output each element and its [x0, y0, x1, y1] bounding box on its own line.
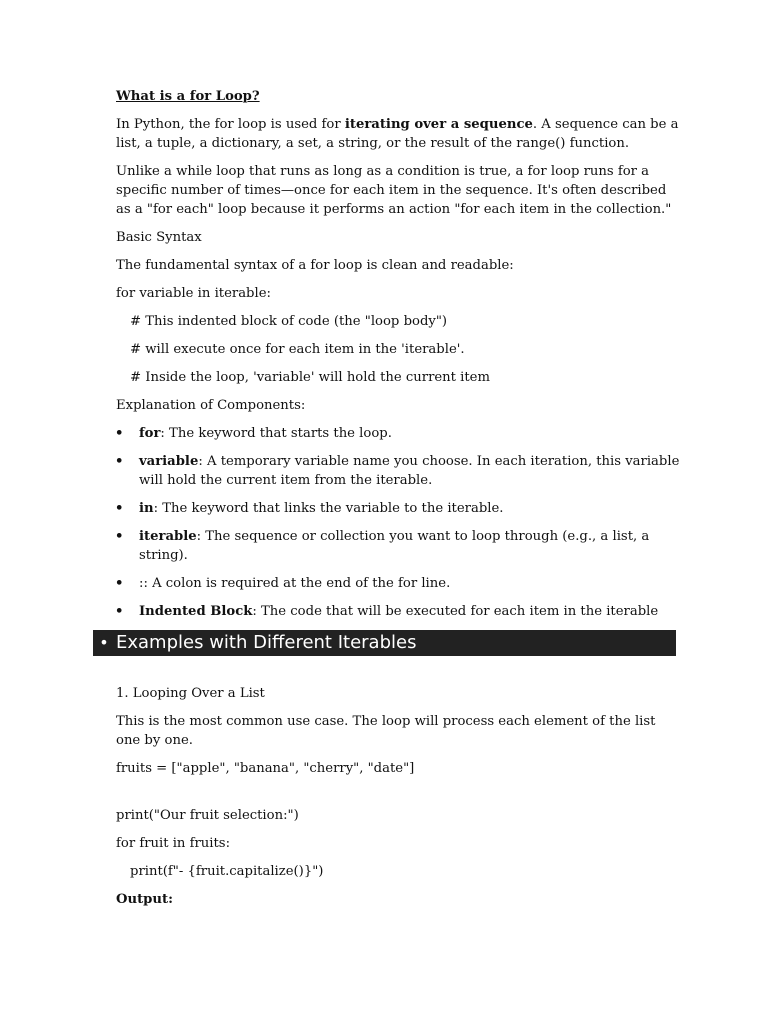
list-item: • variable: A temporary variable name you choose. In each iteration, this variable will hold the current item from the iterable.	[115, 454, 680, 488]
code-line-fruits: fruits = ["apple", "banana", "cherry", "date"]	[116, 761, 415, 776]
section-banner	[93, 630, 676, 656]
code-line-comment-3: # Inside the loop, 'variable' will hold the current item	[130, 370, 490, 385]
bullet-icon: •	[115, 604, 124, 619]
components-heading: Explanation of Components:	[116, 398, 306, 413]
list-item: • Indented Block: The code that will be executed for each item in the iterable	[115, 604, 659, 619]
syntax-description: The fundamental syntax of a for loop is clean and readable:	[116, 258, 514, 273]
example-description: This is the most common use case. The loop will process each element of the list one by one.	[116, 714, 656, 748]
example-heading: 1. Looping Over a List	[116, 686, 265, 701]
code-line-comment-1: # This indented block of code (the "loop body")	[130, 314, 448, 329]
intro-paragraph-2: Unlike a while loop that runs as long as a condition is true, a for loop runs for a specific number of times—once for each item in the sequence. It's often described as a "for each" loop because it performs an action "for each item in the collection."	[116, 164, 672, 217]
blank-line	[116, 787, 681, 806]
syntax-heading: Basic Syntax	[116, 230, 202, 245]
bullet-icon: •	[115, 426, 124, 441]
list-item: • iterable: The sequence or collection you want to loop through (e.g., a list, a string).	[115, 529, 650, 563]
components-list	[116, 424, 681, 621]
code-line-print-fruit: print(f"- {fruit.capitalize()}")	[130, 864, 324, 879]
page-title: What is a for Loop?	[116, 89, 260, 104]
bullet-icon: •	[115, 576, 124, 591]
code-line-comment-2: # will execute once for each item in the 'iterable'.	[130, 342, 465, 357]
bullet-icon: •	[115, 454, 124, 469]
bullet-icon: •	[115, 501, 124, 516]
intro-paragraph-1: In Python, the for loop is used for iterating over a sequence. A sequence can be a list, a tuple, a dictionary, a set, a string, or the result of the range() function.	[116, 117, 679, 151]
bullet-icon: •	[115, 529, 124, 544]
section-banner-title: Examples with Different Iterables	[116, 632, 417, 653]
code-line-for: for variable in iterable:	[116, 286, 271, 301]
code-line-print-header: print("Our fruit selection:")	[116, 808, 299, 823]
list-item: • :: A colon is required at the end of the for line.	[115, 576, 451, 591]
list-item: • in: The keyword that links the variable to the iterable.	[115, 501, 504, 516]
bullet-icon: •	[99, 633, 109, 652]
document-content	[99, 87, 681, 918]
intro-emphasis: iterating over a sequence	[344, 117, 533, 132]
output-label: Output:	[116, 892, 173, 907]
code-line-for-fruit: for fruit in fruits:	[116, 836, 231, 851]
list-item: • for: The keyword that starts the loop.	[115, 426, 392, 441]
